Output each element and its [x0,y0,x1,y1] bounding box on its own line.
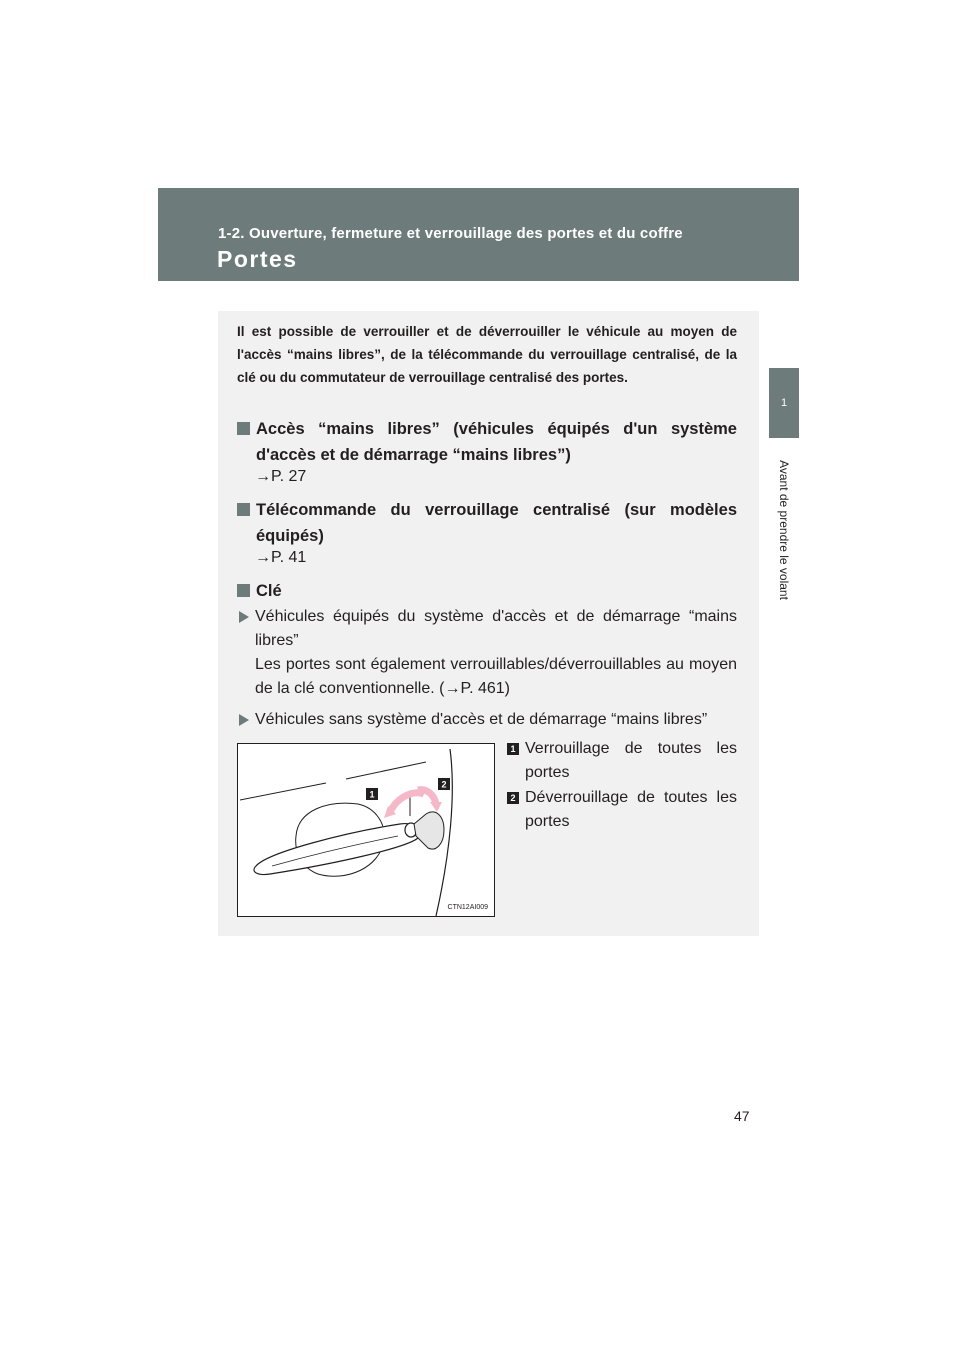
callout-lock [507,737,737,785]
unlock-arrow-icon [418,790,436,804]
unlock-arrowhead-icon [430,802,442,812]
bullet-with-hands-free [237,605,737,653]
callout-unlock [507,786,737,834]
body-line [346,762,426,779]
square-bullet-icon [237,584,250,597]
body-line [240,783,326,800]
triangle-bullet-icon [239,714,249,726]
subheading-remote [237,497,737,549]
triangle-bullet-icon [239,611,249,623]
chapter-label-text: Avant de prendre le volant [777,460,791,600]
section-title: 1-2. Ouverture, fermeture et verrouillage des portes et du coffre [218,225,683,242]
lock-arrow-icon [390,793,424,812]
subheading-text: Télécommande du verrouillage centralisé (sur modèles équipés) [256,501,737,545]
bullet-text: Véhicules équipés du système d'accès et de démarrage “mains libres” [255,608,737,649]
square-bullet-icon [237,422,250,435]
door-handle-key-illustration [237,743,495,917]
callout-marker-2-label: 2 [441,779,447,790]
subheading-key [237,578,737,604]
intro-text: Il est possible de verrouiller et de déverrouiller le véhicule au moyen de l'accès “mains libres”, de la télécommande du verrouillage centralisé, de la clé ou du commutateur de verrouillage centralisé des portes. [237,324,737,385]
key-paragraph: Les portes sont également verrouillables/déverrouillables au moyen de la clé conventionnelle. (→P. 461) [255,656,737,697]
bullet-without-hands-free [237,708,737,732]
page-number: 47 [734,1108,750,1124]
page-reference: →P. 27 [255,468,307,485]
door-handle-key-drawing [238,744,494,916]
subheading-text: Clé [256,582,282,600]
page-reference: →P. 41 [255,549,307,566]
content-box [218,311,759,936]
callout-number: 1 [507,743,519,755]
chapter-tab: 1 [769,368,799,438]
figure-code: CTN12AI009 [447,904,488,911]
key-icon [414,812,444,849]
callout-text: Déverrouillage de toutes les portes [525,789,737,830]
square-bullet-icon [237,503,250,516]
callout-number: 2 [507,792,519,804]
callout-marker-1-label: 1 [369,789,375,800]
callout-text: Verrouillage de toutes les portes [525,740,737,781]
bullet-text: Véhicules sans système d'accès et de démarrage “mains libres” [255,711,708,728]
header-bar [158,188,799,281]
subheading-text: Accès “mains libres” (véhicules équipés d'un système d'accès et de démarrage “mains libres”) [256,420,737,464]
page-heading: Portes [217,246,298,272]
subheading-hands-free [237,416,737,468]
